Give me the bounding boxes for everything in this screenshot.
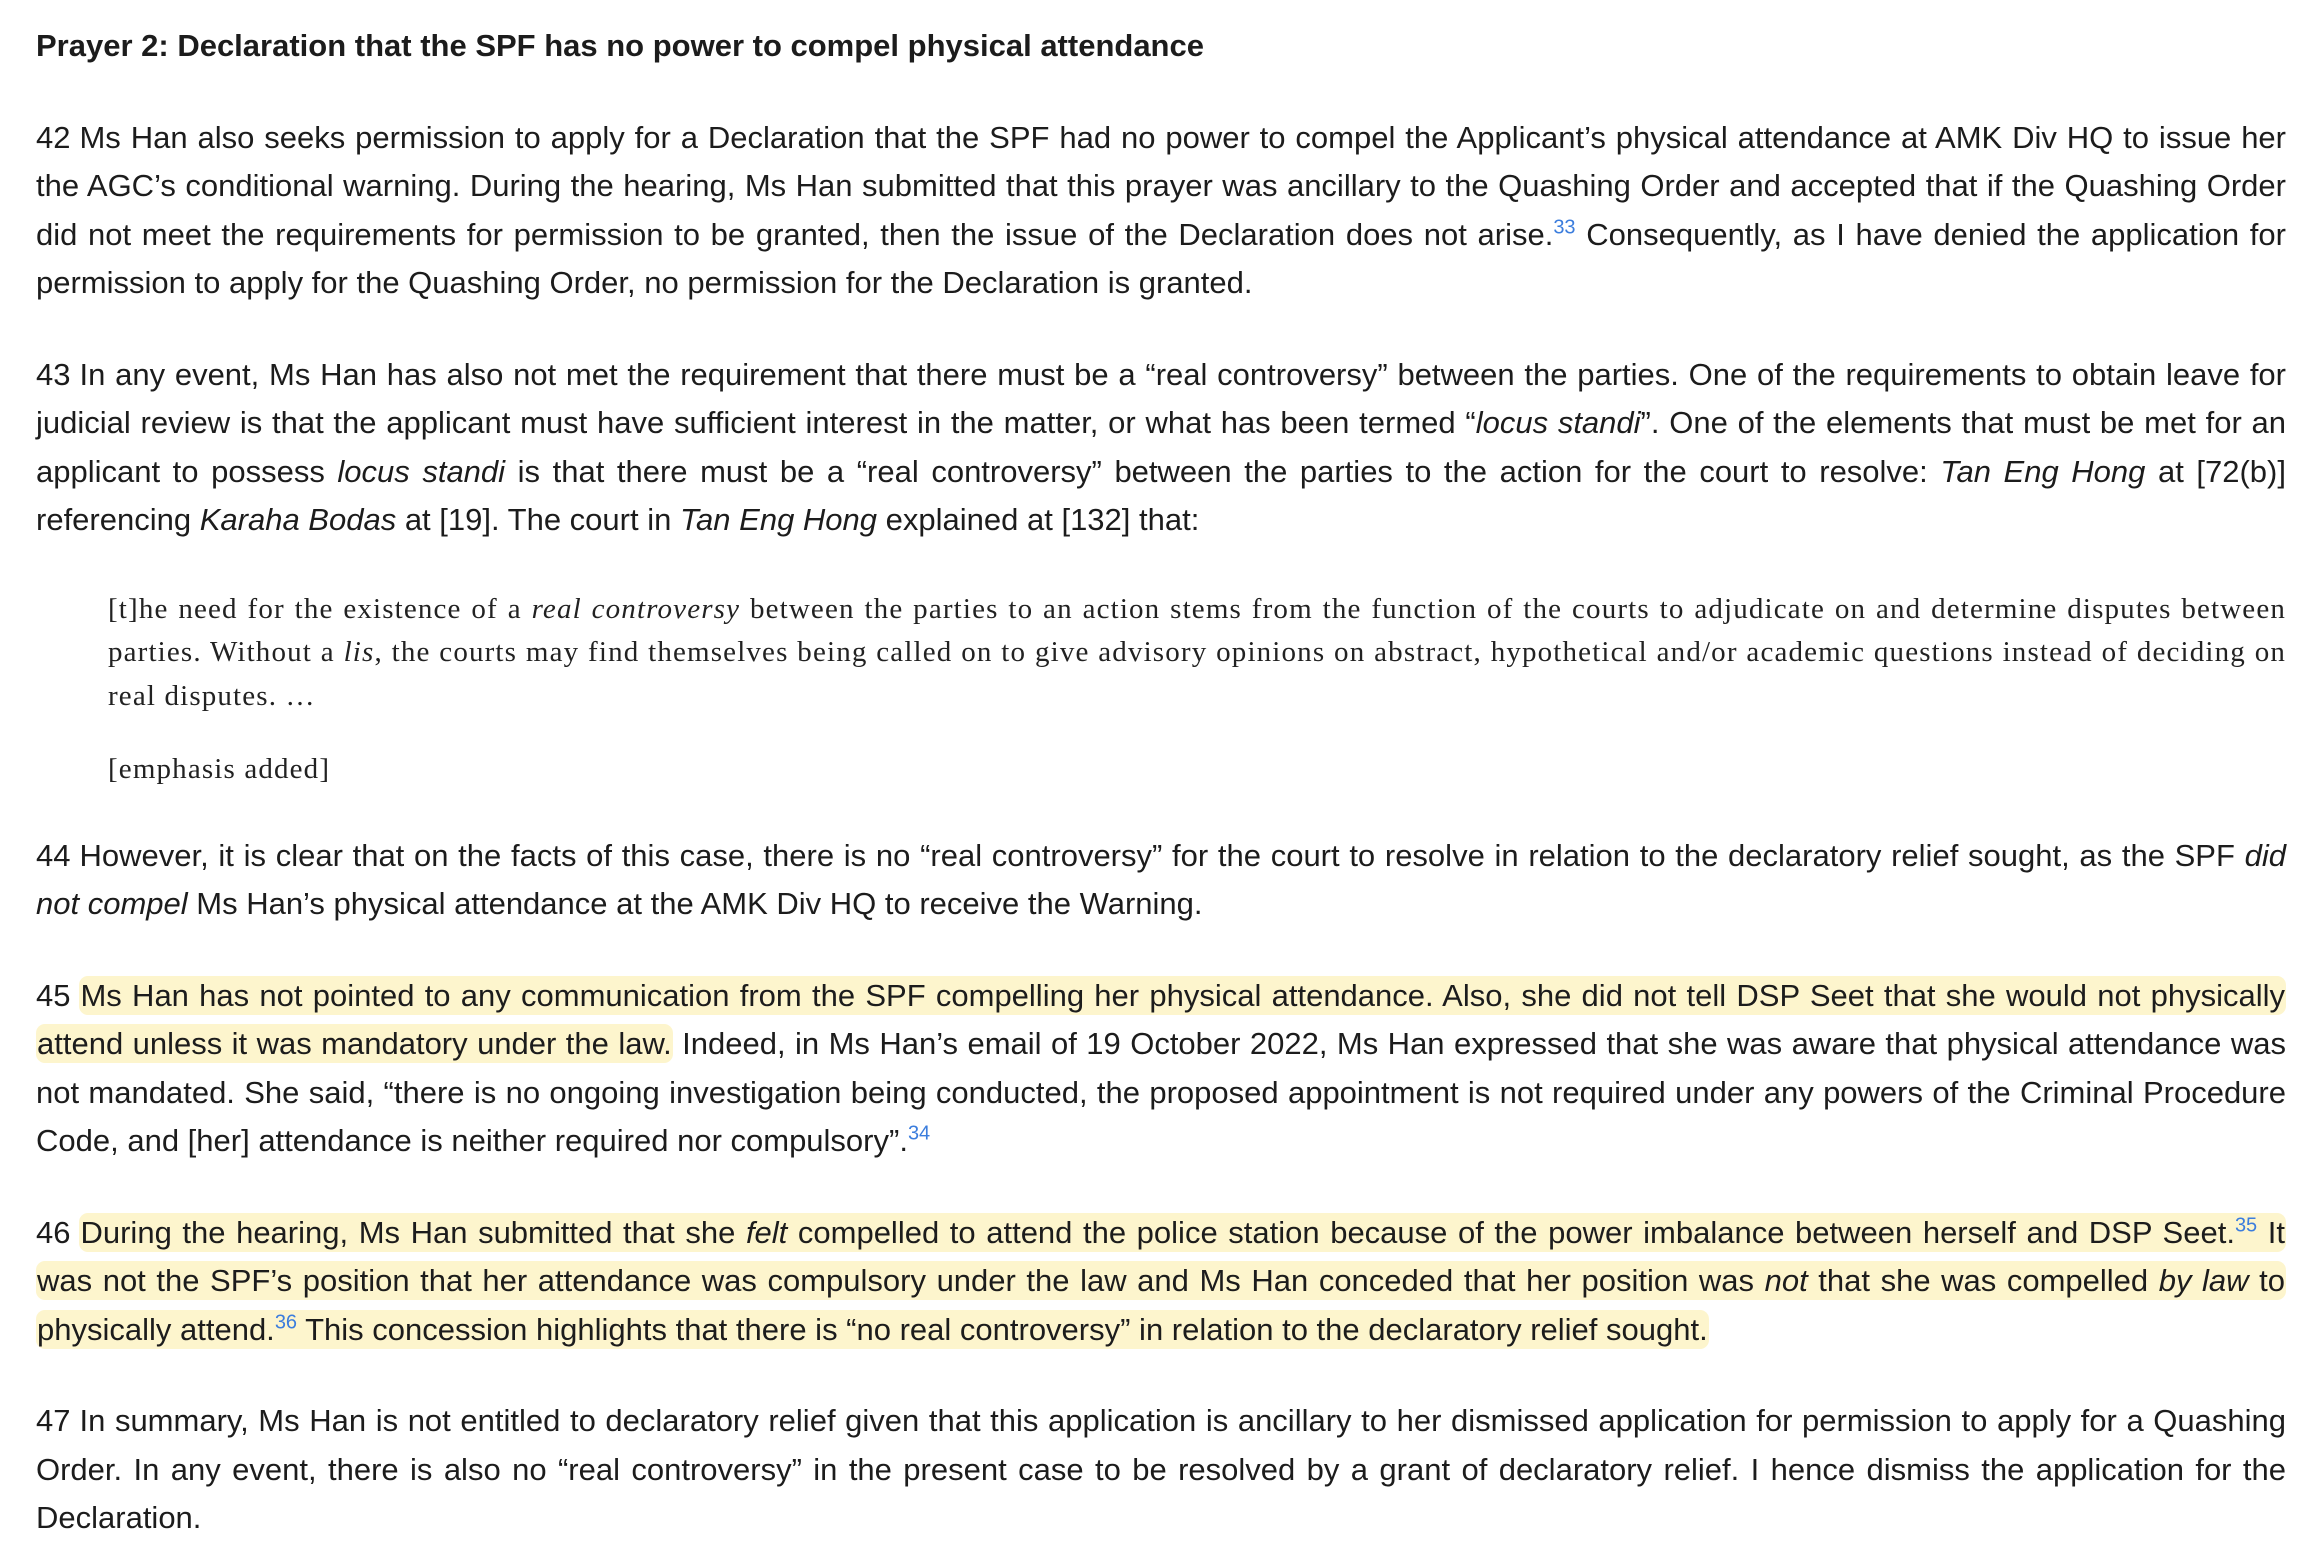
paragraph-number: 43 [36, 356, 71, 392]
paragraph-text: However, it is clear that on the facts of this case, there is no “real controversy” for the court to resolve in relation to the declaratory relief sought, as the SPF [79, 837, 2245, 873]
emphasis-note: [emphasis added] [108, 753, 331, 785]
judgment-content [36, 22, 2286, 1543]
quote-segment: , the courts may find themselves being called on to give advisory opinions on abstract, hypothetical and/or academic questions instead of deciding on real disputes. … [108, 636, 2286, 712]
block-quote [108, 588, 2286, 792]
paragraph-number: 42 [36, 119, 71, 155]
paragraph-number: 44 [36, 837, 71, 873]
paragraph-45 [36, 972, 2286, 1166]
quote-italic: real controversy [531, 592, 741, 625]
footnote-link-34[interactable]: 34 [907, 1122, 931, 1145]
section-heading: Prayer 2: Declaration that the SPF has no power to compel physical attendance [36, 28, 1204, 63]
paragraph-text: ”. One of the elements that must be met for an applicant to possess [36, 405, 2286, 489]
paragraph-text: Ms Han’s physical attendance at the AMK Div HQ to receive the Warning. [187, 886, 1203, 921]
footnote-link-35[interactable]: 35 [2234, 1214, 2258, 1237]
paragraph-text: Ms Han also seeks permission to apply for a Declaration that the SPF had no power to compel the Applicant’s physical attendance at AMK Div HQ to issue her the AGC’s conditional warning. During the hearing, Ms Han submitted that this prayer was ancillary to the Quashing Order and accepted that if the Quashing Order did not meet the requirements for permission to be granted, then the issue of the Declaration does not arise. [36, 119, 2286, 252]
paragraph-text: In any event, Ms Han has also not met the requirement that there must be a “real controversy” between the parties. One of the requirements to obtain leave for judicial review is that the applicant must have sufficient interest in the matter, or what has been termed “ [36, 356, 2286, 440]
italic-term: locus standi [337, 453, 506, 489]
case-name: Tan Eng Hong [1940, 453, 2146, 489]
highlighted-segment: It was not the SPF’s position that her attendance was compulsory under the law and Ms Han conceded that her position was [37, 1214, 2286, 1298]
quote-segment: between the parties to an action stems from the function of the courts to adjudicate on and determine disputes between parties. Without a [108, 592, 2287, 668]
paragraph-text: Consequently, as I have denied the application for permission to apply for the Quashing Order, no permission for the Declaration is granted. [36, 216, 2286, 300]
highlighted-segment: that she was compelled [1807, 1263, 2159, 1298]
highlighted-text[interactable]: Ms Han has not pointed to any communication from the SPF compelling her physical attendance. Also, she did not tell DSP Seet that she would not physically attend unless it was mandatory under the law. [37, 977, 2285, 1061]
paragraph-42 [36, 114, 2286, 308]
footnote-link-36[interactable]: 36 [274, 1311, 298, 1334]
paragraph-text: is that there must be a “real controversy” between the parties to the action for the court to resolve: [505, 453, 1941, 489]
highlighted-text[interactable] [36, 1213, 2286, 1349]
italic-term: not [1764, 1263, 1808, 1298]
case-name: Karaha Bodas [199, 502, 397, 537]
quote-italic: lis [343, 636, 375, 668]
paragraph-text: explained at [132] that: [877, 502, 1200, 537]
italic-term: did not compel [36, 837, 2286, 921]
paragraph-text: Indeed, in Ms Han’s email of 19 October 2022, Ms Han expressed that she was aware that physical attendance was not mandated. She said, “there is no ongoing investigation being conducted, the proposed appointment is not required under any powers of the Criminal Procedure Code, and [her] attendance is neither required nor compulsory”. [36, 1026, 2286, 1158]
italic-term: felt [745, 1214, 788, 1250]
quote-segment: [t]he need for the existence of a [108, 592, 532, 625]
italic-term: by law [2158, 1263, 2249, 1298]
paragraph-text: In summary, Ms Han is not entitled to declaratory relief given that this application is ancillary to her dismissed application for permission to apply for a Quashing Order. In any event, there is also no “real controversy” in the present case to be resolved by a grant of declaratory relief. I hence dismiss the application for the Declaration. [36, 1403, 2286, 1535]
paragraph-46 [36, 1209, 2286, 1355]
highlighted-segment: to physically attend. [37, 1263, 2286, 1347]
paragraph-text: at [19]. The court in [396, 502, 680, 537]
quote-text [108, 588, 2286, 719]
paragraph-text: at [72(b)] referencing [36, 453, 2286, 537]
footnote-link-33[interactable]: 33 [1553, 216, 1576, 239]
paragraph-number: 46 [36, 1214, 71, 1250]
highlighted-segment: This concession highlights that there is “no real controversy” in relation to the declaratory relief sought. [297, 1311, 1708, 1347]
paragraph-number: 45 [36, 977, 71, 1013]
highlighted-segment: During the hearing, Ms Han submitted that she [80, 1214, 746, 1250]
case-name: Tan Eng Hong [679, 502, 878, 537]
paragraph-47 [36, 1397, 2286, 1543]
paragraph-43 [36, 351, 2286, 545]
paragraph-number: 47 [36, 1403, 71, 1438]
paragraph-44 [36, 832, 2286, 929]
italic-term: locus standi [1475, 405, 1641, 440]
highlighted-segment: compelled to attend the police station because of the power imbalance between herself and DSP Seet. [787, 1214, 2235, 1250]
